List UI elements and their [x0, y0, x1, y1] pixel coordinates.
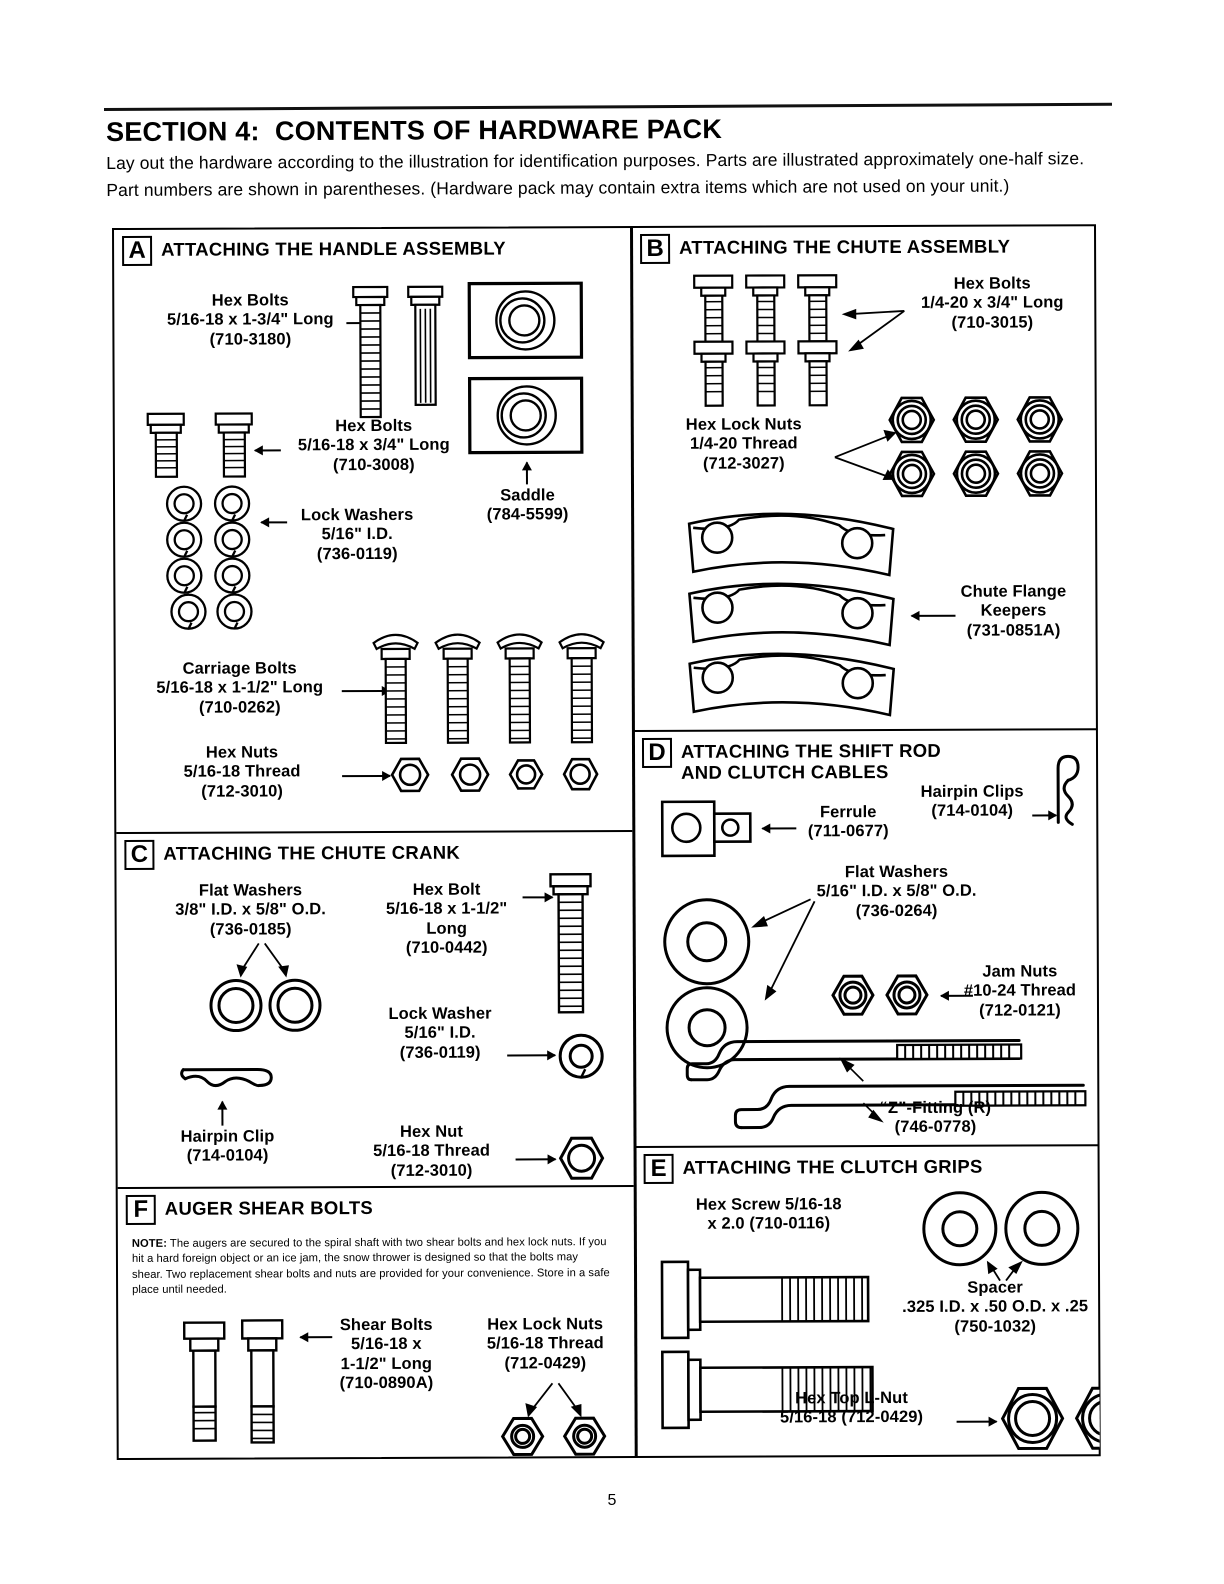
- art-jam-nuts: [831, 971, 941, 1019]
- page-heading: [106, 113, 1106, 203]
- label-hairpin-clips-d: Hairpin Clips (714-0104): [920, 782, 1024, 821]
- panel-d-title: ATTACHING THE SHIFT ROD AND CLUTCH CABLES: [680, 739, 942, 783]
- art-hex-lock-nuts-b: [885, 392, 1075, 503]
- panel-a-letter: A: [122, 236, 152, 266]
- art-hex-lock-nuts-f: [499, 1413, 619, 1459]
- panel-e-header: [644, 1153, 983, 1184]
- panel-e-title: ATTACHING THE CLUTCH GRIPS: [682, 1155, 983, 1178]
- art-hex-bolts-b: [692, 269, 853, 405]
- panel-a: [114, 228, 632, 832]
- arrow-hex-nuts: [342, 775, 390, 777]
- panel-a-header: [122, 234, 506, 265]
- label-hex-bolt-c: Hex Bolt 5/16-18 x 1-1/2" Long (710-0442): [385, 880, 508, 958]
- panel-d-letter: D: [642, 738, 672, 768]
- art-lock-washer-c: [557, 1032, 609, 1080]
- label-flat-washers-d: Flat Washers 5/16" I.D. x 5/8" O.D. (736-0264): [816, 862, 977, 921]
- panel-b: [632, 226, 1097, 730]
- art-hex-bolt-short-1: [145, 408, 189, 486]
- art-saddle-2: [467, 375, 587, 457]
- panel-f: [118, 1185, 635, 1460]
- art-hex-nuts: [388, 754, 612, 799]
- label-ferrule: Ferrule (711-0677): [807, 803, 889, 841]
- label-hex-nuts: Hex Nuts 5/16-18 Thread (712-3010): [183, 743, 301, 801]
- arrow-hex-bolts-b: [838, 307, 910, 357]
- arrow-hex-nut-c: [516, 1158, 556, 1160]
- panel-a-title: ATTACHING THE HANDLE ASSEMBLY: [161, 237, 506, 260]
- art-hairpin-clips-d: [1048, 752, 1099, 832]
- art-hex-top-lnuts: [998, 1384, 1099, 1455]
- label-hex-top-lnut: Hex Top L-Nut 5/16-18 (712-0429): [779, 1388, 924, 1427]
- arrow-hairpin-clip-c: [221, 1102, 223, 1126]
- panel-f-title: AUGER SHEAR BOLTS: [164, 1197, 374, 1219]
- panel-f-letter: F: [126, 1195, 156, 1225]
- art-hex-bolt-long-1: [349, 279, 392, 424]
- intro-paragraph: Lay out the hardware according to the illustration for identification purposes. Parts are illustrated approximately one-half size. Part numbers are shown in parentheses. (Hardware pack may contain extra items which are not used on your unit.): [106, 148, 1085, 200]
- panel-d-header: [642, 737, 941, 784]
- art-hex-bolt-long-2: [404, 279, 447, 424]
- label-chute-flange-keepers: Chute Flange Keepers (731-0851A): [960, 582, 1067, 640]
- art-hex-nut-c: [559, 1136, 609, 1184]
- label-hex-lock-nuts-b: Hex Lock Nuts 1/4-20 Thread (712-3027): [685, 415, 802, 473]
- label-z-fitting: “Z”-Fitting (R) (746-0778): [879, 1098, 992, 1137]
- label-lock-washers: Lock Washers 5/16" I.D. (736-0119): [300, 505, 414, 564]
- panel-c-title: ATTACHING THE CHUTE CRANK: [163, 841, 461, 864]
- art-hairpin-clip-c: [177, 1061, 277, 1097]
- label-flat-washers-c: Flat Washers 3/8" I.D. x 5/8" O.D. (736-0185): [175, 881, 327, 939]
- label-hex-bolts-long: Hex Bolts 5/16-18 x 1-3/4" Long (710-3180): [166, 291, 334, 349]
- art-lock-washers: [159, 481, 268, 631]
- hardware-panel-grid: [112, 224, 1101, 1460]
- label-hex-nut-c: Hex Nut 5/16-18 Thread (712-3010): [373, 1122, 491, 1180]
- panel-e-letter: E: [644, 1154, 674, 1184]
- arrow-lock-washer-c: [507, 1054, 555, 1056]
- panel-b-header: [640, 233, 1010, 264]
- panel-f-header: [126, 1194, 373, 1225]
- art-shear-bolts: [178, 1316, 298, 1446]
- label-carriage-bolts: Carriage Bolts 5/16-18 x 1-1/2" Long (710-0262): [156, 659, 324, 717]
- label-saddle: Saddle (784-5599): [486, 486, 569, 525]
- label-hex-bolts-b: Hex Bolts 1/4-20 x 3/4" Long (710-3015): [920, 274, 1064, 332]
- panel-c-header: [124, 839, 460, 870]
- arrow-saddle: [526, 462, 528, 484]
- art-hex-bolt-short-2: [213, 407, 257, 485]
- panel-e: [636, 1144, 1100, 1458]
- note-text: The augers are secured to the spiral shaft with two shear bolts and hex lock nuts. If you hit a hard foreign object or an ice jam, the snow thrower is designed so that the bolts may shear. Two replacement shear bolts and nuts are provided for your convenience. Store in a safe place until needed.: [131, 1236, 610, 1297]
- note-label: NOTE:: [131, 1237, 167, 1250]
- page-number: 5: [607, 1492, 617, 1509]
- art-flat-washers-c: [207, 977, 327, 1035]
- label-hex-lock-nuts-f: Hex Lock Nuts 5/16-18 Thread (712-0429): [486, 1315, 604, 1373]
- header-rule: [104, 103, 1112, 111]
- art-ferrule: [660, 800, 760, 860]
- label-spacer: Spacer .325 I.D. x .50 O.D. x .25 (750-1032): [902, 1278, 1089, 1336]
- label-hairpin-clip-c: Hairpin Clip (714-0104): [180, 1127, 275, 1166]
- panel-b-letter: B: [640, 234, 670, 264]
- label-lock-washer-c: Lock Washer 5/16" I.D. (736-0119): [388, 1004, 492, 1062]
- art-spacers: [920, 1190, 1086, 1271]
- label-hex-bolts-short: Hex Bolts 5/16-18 x 3/4" Long (710-3008): [297, 416, 450, 475]
- arrow-hex-top-lnut: [957, 1421, 997, 1423]
- page-title: SECTION 4: CONTENTS OF HARDWARE PACK: [105, 113, 723, 147]
- art-chute-flange-keepers: [685, 505, 906, 718]
- art-hex-bolt-c: [544, 866, 601, 1026]
- art-carriage-bolts: [368, 626, 617, 775]
- label-shear-bolts: Shear Bolts 5/16-18 x 1-1/2" Long (710-0890A): [339, 1315, 434, 1393]
- panel-b-title: ATTACHING THE CHUTE ASSEMBLY: [679, 235, 1011, 258]
- panel-f-note: [132, 1235, 610, 1299]
- label-hex-screw-e: Hex Screw 5/16-18 x 2.0 (710-0116): [695, 1195, 842, 1234]
- panel-c: [116, 830, 633, 1187]
- panel-d: [634, 728, 1099, 1146]
- panel-c-letter: C: [124, 840, 154, 870]
- art-saddle-1: [466, 280, 586, 362]
- label-jam-nuts: Jam Nuts #10-24 Thread (712-0121): [963, 962, 1077, 1020]
